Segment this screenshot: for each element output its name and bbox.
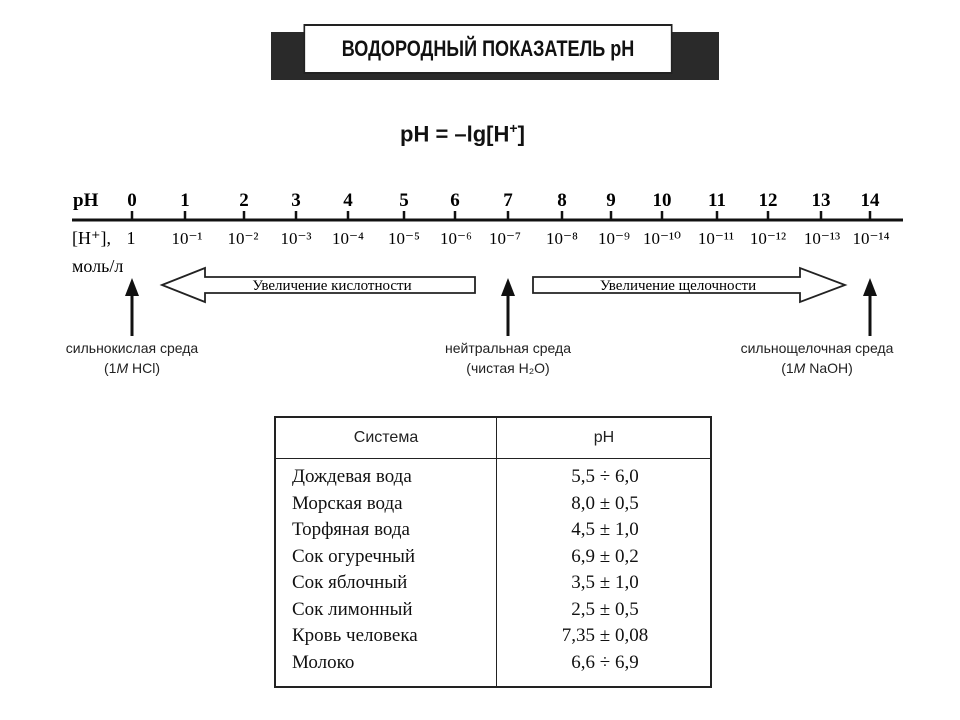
h-axis-label: [H⁺], (72, 228, 111, 248)
table-row (276, 546, 710, 573)
cell-ph: 8,0 ± 0,5 (571, 492, 639, 514)
cell-system: Сок огуречный (292, 545, 416, 567)
h-value-label: 1 (126, 228, 136, 248)
marker-arrow-neutral (501, 278, 515, 336)
h-value-label: 10⁻¹³ (803, 229, 841, 248)
ph-value-label: 14 (860, 190, 880, 211)
h-value-label: 10⁻¹⁴ (852, 229, 890, 248)
table-row (276, 652, 710, 679)
h-value-label: 10⁻¹ (171, 229, 203, 248)
h-value-label: 10⁻⁵ (388, 229, 420, 248)
marker-arrow-base (863, 278, 877, 336)
h-value-label: 10⁻⁶ (440, 229, 472, 248)
label-strong-base-line2: (1M NaOH) (781, 360, 853, 376)
h-value-label: 10⁻¹² (749, 229, 787, 248)
ph-value-label: 2 (239, 190, 249, 211)
h-axis-unit: моль/л (72, 256, 124, 276)
ph-value-label: 4 (343, 190, 353, 211)
label-neutral-line2: (чистая H₂O) (466, 360, 550, 376)
h-value-label: 10⁻⁹ (598, 229, 630, 248)
ph-value-label: 1 (180, 190, 190, 211)
h-value-label: 10⁻¹¹ (697, 229, 735, 248)
cell-ph: 3,5 ± 1,0 (571, 572, 639, 593)
alkalinity-arrow-label: Увеличение щелочности (599, 278, 757, 294)
label-strong-acid-line2: (1M HCl) (103, 360, 160, 376)
cell-ph: 4,5 ± 1,0 (571, 519, 639, 540)
h-value-label: 10⁻² (227, 229, 259, 248)
ph-value-labels (127, 190, 880, 211)
ph-value-label: 6 (450, 190, 460, 211)
table-row (276, 493, 710, 520)
table-row (276, 519, 710, 546)
label-strong-acid-line1: сильнокислая среда (65, 340, 199, 356)
table-header-system: Система (353, 429, 419, 446)
cell-system: Сок яблочный (292, 572, 408, 593)
table-row (276, 599, 710, 626)
cell-ph: 7,35 ± 0,08 (561, 625, 649, 646)
table-row (276, 625, 710, 652)
label-strong-acid (62, 338, 202, 378)
ph-value-label: 11 (708, 190, 726, 211)
cell-ph: 5,5 ÷ 6,0 (571, 466, 639, 487)
ph-value-label: 13 (811, 190, 831, 211)
ph-value-label: 7 (503, 190, 513, 211)
ph-value-label: 9 (606, 190, 616, 211)
ph-value-label: 3 (291, 190, 301, 211)
cell-ph: 6,9 ± 0,2 (571, 545, 639, 567)
formula-sup: + (509, 120, 518, 136)
marker-arrow-acid (125, 278, 139, 336)
h-value-label: 10⁻¹⁰ (643, 229, 681, 248)
formula-left: pH = –lg[H (400, 121, 510, 147)
table-body (276, 466, 710, 678)
table-row (276, 466, 710, 493)
table-header-divider (276, 458, 710, 459)
cell-ph: 2,5 ± 0,5 (571, 598, 639, 620)
label-neutral (433, 338, 583, 378)
h-concentration-labels (127, 228, 890, 248)
h-value-label: 10⁻⁷ (489, 229, 521, 248)
ph-value-label: 5 (399, 190, 409, 211)
cell-system: Морская вода (292, 492, 403, 514)
cell-ph: 6,6 ÷ 6,9 (571, 651, 639, 673)
ph-value-label: 12 (758, 190, 778, 211)
formula-right: ] (517, 121, 525, 147)
label-neutral-line1: нейтральная среда (445, 340, 571, 356)
label-strong-base-line1: сильнощелочная среда (740, 340, 894, 356)
ph-value-label: 8 (557, 190, 567, 211)
ph-value-label: 10 (652, 190, 672, 211)
h-value-label: 10⁻⁴ (332, 229, 364, 248)
cell-system: Дождевая вода (292, 466, 412, 487)
ph-table (274, 416, 712, 688)
table-row (276, 572, 710, 599)
cell-system: Торфяная вода (292, 519, 410, 540)
cell-system: Сок лимонный (292, 598, 413, 620)
cell-system: Кровь человека (292, 625, 418, 646)
h-value-label: 10⁻⁸ (546, 229, 578, 248)
ph-axis-label: pH (73, 190, 99, 211)
acidity-arrow-label: Увеличение кислотности (252, 278, 412, 294)
h-value-label: 10⁻³ (280, 229, 312, 248)
table-header-ph: pH (593, 429, 615, 446)
page-title: ВОДОРОДНЫЙ ПОКАЗАТЕЛЬ pH (341, 36, 635, 61)
ph-value-label: 0 (127, 190, 137, 211)
cell-system: Молоко (292, 651, 355, 673)
label-strong-base (727, 338, 907, 378)
